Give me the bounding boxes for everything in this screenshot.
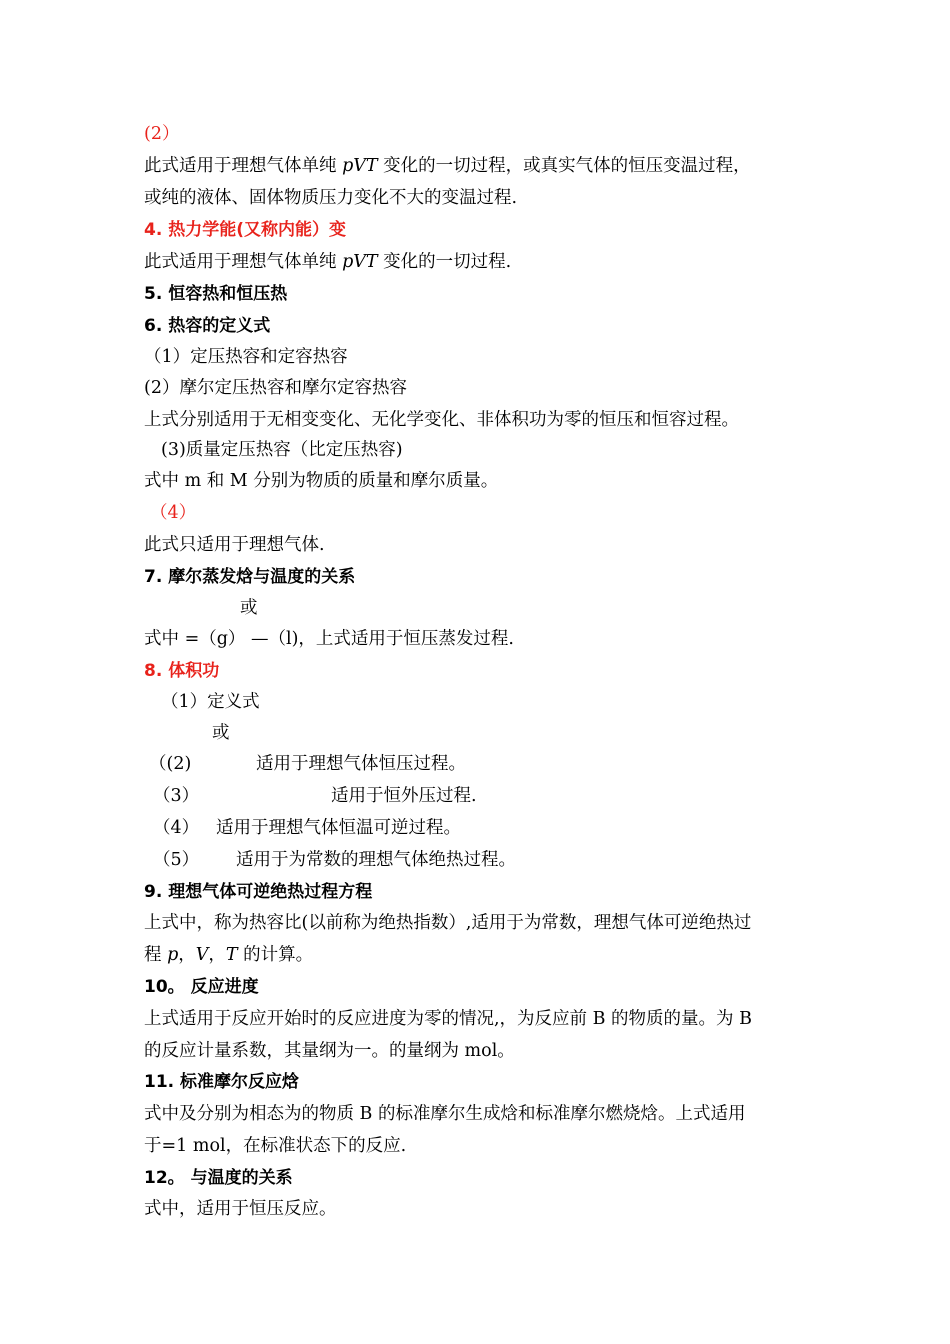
section-heading-12: 12。 与温度的关系 xyxy=(144,1168,293,1188)
paragraph-line: 的反应计量系数，其量纲为一。的量纲为 mol。 xyxy=(144,1041,515,1061)
paragraph-line: 或纯的液体、固体物质压力变化不大的变温过程. xyxy=(144,188,518,208)
paragraph-line: 式中，适用于恒压反应。 xyxy=(144,1199,337,1219)
math-symbol: pVT xyxy=(342,252,378,272)
item-2-label: (2） xyxy=(144,124,180,144)
sub-item: (3)质量定压热容（比定压热容) xyxy=(161,440,403,460)
sub-item-number: （4） xyxy=(153,818,200,838)
math-symbol: V xyxy=(195,945,209,965)
sub-item-text: 适用于理想气体恒压过程。 xyxy=(256,754,466,774)
section-heading-9: 9. 理想气体可逆绝热过程方程 xyxy=(144,882,373,902)
sub-item-number: （(2) xyxy=(149,754,192,774)
math-symbol: T xyxy=(225,945,238,965)
text-run: 变化的一切过程，或真实气体的恒压变温过程， xyxy=(377,156,751,176)
paragraph-line: 上式中，称为热容比(以前称为绝热指数）,适用于为常数，理想气体可逆绝热过 xyxy=(144,913,752,933)
paragraph-line xyxy=(144,251,511,273)
text-run: ， xyxy=(178,945,196,965)
paragraph-line: 式中及分别为相态为的物质 B 的标准摩尔生成焓和标准摩尔燃烧焓。上式适用 xyxy=(144,1104,746,1124)
sub-item-text: 适用于理想气体恒温可逆过程。 xyxy=(216,818,461,838)
sub-item-number: （5） xyxy=(153,850,200,870)
section-heading-11: 11. 标准摩尔反应焓 xyxy=(144,1072,300,1092)
text-run: ， xyxy=(208,945,226,965)
item-4-label: （4） xyxy=(150,503,197,523)
sub-item: (2）摩尔定压热容和摩尔定容热容 xyxy=(144,378,407,398)
paragraph-line: 上式适用于反应开始时的反应进度为零的情况,，为反应前 B 的物质的量。为 B xyxy=(144,1009,752,1029)
paragraph-line: 上式分别适用于无相变变化、无化学变化、非体积功为零的恒压和恒容过程。 xyxy=(144,410,739,430)
section-heading-7: 7. 摩尔蒸发焓与温度的关系 xyxy=(144,567,356,587)
text-run: 变化的一切过程. xyxy=(377,252,512,272)
math-symbol: pVT xyxy=(342,156,378,176)
paragraph-line: 于=1 mol，在标准状态下的反应. xyxy=(144,1136,407,1156)
text-run: 的计算。 xyxy=(237,945,314,965)
or-connector: 或 xyxy=(240,598,258,618)
paragraph-line: 此式只适用于理想气体. xyxy=(144,535,325,555)
section-heading-5: 5. 恒容热和恒压热 xyxy=(144,284,288,304)
sub-item: （1）定压热容和定容热容 xyxy=(144,347,348,367)
sub-item-number: （3） xyxy=(153,786,200,806)
text-run: 此式适用于理想气体单纯 xyxy=(144,252,343,272)
or-connector: 或 xyxy=(212,723,230,743)
paragraph-line: 式中 m 和 M 分别为物质的质量和摩尔质量。 xyxy=(144,471,499,491)
text-run: 程 xyxy=(144,945,168,965)
section-heading-8: 8. 体积功 xyxy=(144,661,220,681)
section-heading-4: 4. 热力学能(又称内能）变 xyxy=(144,220,346,240)
sub-item-text: 适用于恒外压过程. xyxy=(331,786,477,806)
text-run: 此式适用于理想气体单纯 xyxy=(144,156,343,176)
paragraph-line xyxy=(144,944,313,966)
paragraph-line: 式中 =（g） —（l)，上式适用于恒压蒸发过程. xyxy=(144,629,514,649)
section-heading-6: 6. 热容的定义式 xyxy=(144,316,271,336)
section-heading-10: 10。 反应进度 xyxy=(144,977,259,997)
math-symbol: p xyxy=(167,945,179,965)
sub-item: （1）定义式 xyxy=(161,692,260,712)
sub-item-text: 适用于为常数的理想气体绝热过程。 xyxy=(236,850,516,870)
paragraph-line xyxy=(144,155,751,177)
